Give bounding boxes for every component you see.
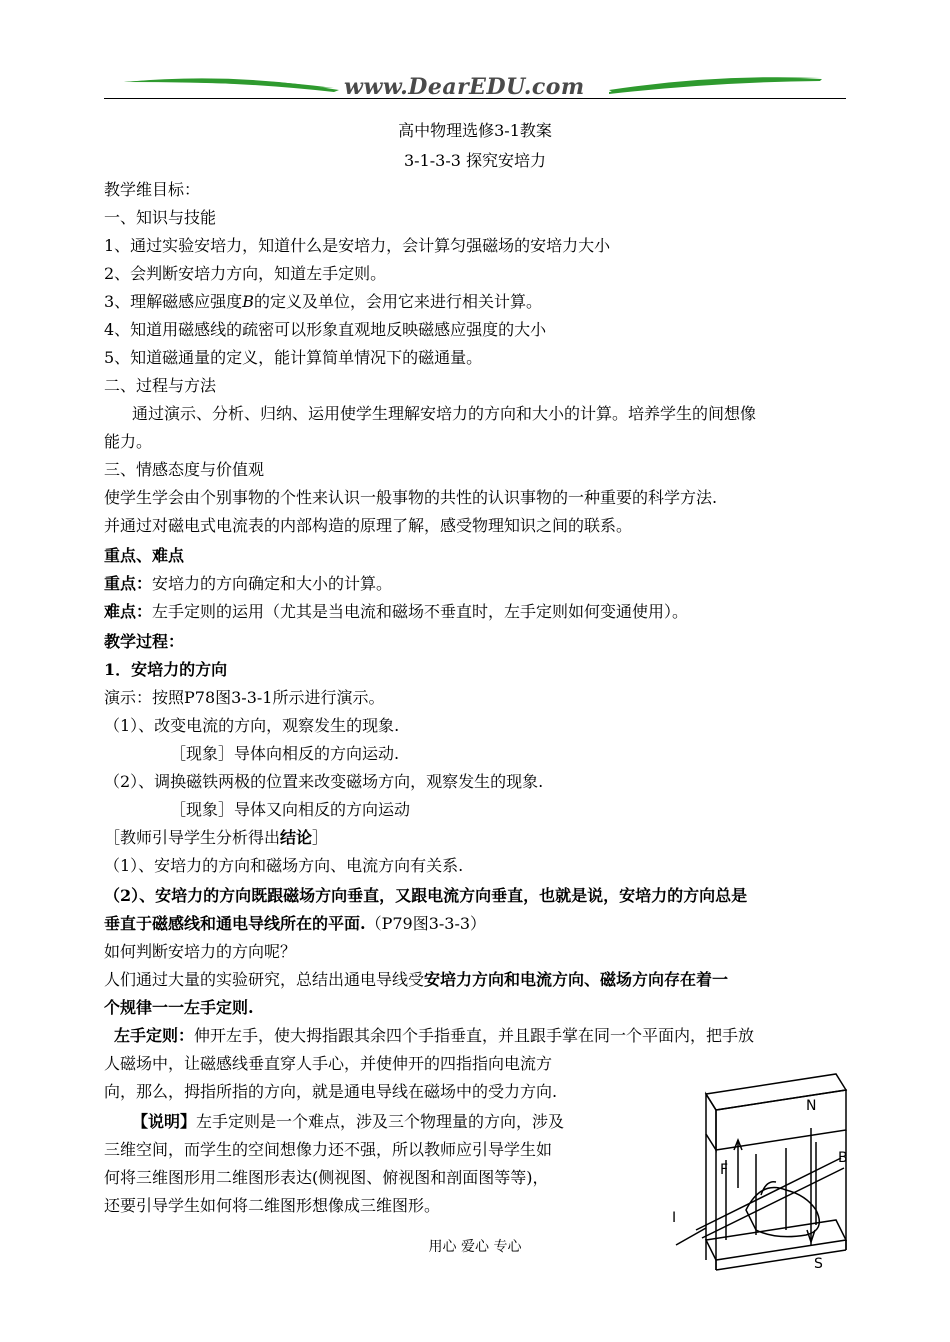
objective-3-part-a: 3、理解磁感应强度 (104, 292, 243, 311)
page-footer: 用心 爱心 专心 (428, 1239, 522, 1255)
label-current: I (672, 1210, 677, 1226)
demo-text: 演示：按照P78图3-3-1所示进行演示。 (104, 688, 385, 707)
objective-1: 1、通过实验安培力，知道什么是安培力，会计算匀强磁场的安培力大小 (104, 236, 611, 255)
note-cont-2: 何将三维图形用二维图形表达(侧视图、俯视图和剖面图等等)， (104, 1168, 549, 1187)
section-process: 二、过程与方法 (104, 376, 217, 395)
objective-5: 5、知道磁通量的定义，能计算简单情况下的磁通量。 (104, 348, 483, 367)
objective-3 (104, 292, 850, 312)
objective-4: 4、知道用磁感线的疏密可以形象直观地反映磁感应强度的大小 (104, 320, 547, 339)
rule-intro-cont: 个规律一一左手定则. (104, 998, 254, 1017)
note-text: 左手定则是一个难点，涉及三个物理量的方向，涉及 (196, 1112, 565, 1131)
question: 如何判断安培力的方向呢？ (104, 942, 297, 961)
rule-intro-a: 人们通过大量的实验研究，总结出通电导线受 (104, 970, 425, 989)
key-points-heading: 重点、难点 (104, 546, 185, 565)
left-hand-rule-label: 左手定则： (114, 1026, 195, 1045)
difficulty-label: 难点： (104, 602, 153, 621)
rule-intro (104, 970, 850, 990)
phenomenon-1: ［现象］导体向相反的方向运动. (170, 744, 400, 763)
attitude-text: 使学生学会由个别事物的个性来认识一般事物的共性的认识事物的一种重要的科学方法. (104, 488, 718, 507)
demo-step-2: （2）、调换磁铁两极的位置来改变磁场方向，观察发生的现象. (104, 772, 544, 791)
left-hand-rule-cont-2: 向，那么，拇指所指的方向，就是通电导线在磁场中的受力方向. (104, 1082, 558, 1101)
conclusion-1: （1）、安培力的方向和磁场方向、电流方向有关系. (104, 856, 464, 875)
section-attitude: 三、情感态度与价值观 (104, 460, 265, 479)
figure-reference: （P79图3-3-3） (365, 914, 487, 933)
label-field: B (838, 1150, 848, 1166)
label-south: S (814, 1256, 823, 1272)
subsection-direction: 1．安培力的方向 (104, 660, 228, 679)
objectives-heading: 教学维目标： (104, 180, 201, 199)
conclusion-intro-c: ］ (312, 828, 329, 847)
document-subtitle: 3-1-3-3 探究安培力 (403, 151, 547, 170)
note-label: 【说明】 (132, 1112, 197, 1131)
objective-2: 2、会判断安培力方向，知道左手定则。 (104, 264, 387, 283)
process-text-cont: 能力。 (104, 432, 153, 451)
symbol-b: B (242, 292, 254, 311)
conclusion-2-cont (104, 914, 850, 934)
attitude-text-cont: 并通过对磁电式电流表的内部构造的原理了解，感受物理知识之间的联系。 (104, 516, 633, 535)
key-point-label: 重点： (104, 574, 153, 593)
left-hand-rule (114, 1026, 860, 1046)
difficulty-text: 左手定则的运用（尤其是当电流和磁场不垂直时，左手定则如何变通使用）。 (152, 602, 689, 621)
teaching-process-heading: 教学过程： (104, 632, 185, 651)
objective-3-part-c: 的定义及单位，会用它来进行相关计算。 (253, 292, 542, 311)
key-point (104, 574, 850, 594)
left-hand-rule-figure (666, 1070, 866, 1290)
magnet-hand-diagram (666, 1070, 866, 1290)
left-hand-rule-text: 伸开左手，使大拇指跟其余四个手指垂直，并且跟手掌在同一个平面内，把手放 (194, 1026, 755, 1045)
document-title: 高中物理选修3-1教案 (398, 121, 552, 140)
site-logo-text: www.DearEDU.com (344, 74, 585, 100)
conclusion-2-bold: 垂直于磁感线和通电导线所在的平面. (104, 914, 366, 933)
demo-step-1: （1）、改变电流的方向，观察发生的现象. (104, 716, 400, 735)
conclusion-word: 结论 (280, 828, 313, 847)
conclusion-2: （2）、安培力的方向既跟磁场方向垂直，又跟电流方向垂直，也就是说，安培力的方向总是 (104, 886, 748, 905)
rule-intro-bold: 安培力方向和电流方向、磁场方向存在着一 (424, 970, 729, 989)
difficulty (104, 602, 850, 622)
note-cont-3: 还要引导学生如何将二维图形想像成三维图形。 (104, 1196, 441, 1215)
left-hand-rule-cont-1: 人磁场中，让磁感线垂直穿人手心，并使伸开的四指指向电流方 (104, 1054, 553, 1073)
phenomenon-2: ［现象］导体又向相反的方向运动 (170, 800, 411, 819)
process-text: 通过演示、分析、归纳、运用使学生理解安培力的方向和大小的计算。培养学生的间想像 (132, 404, 757, 423)
section-knowledge: 一、知识与技能 (104, 208, 217, 227)
conclusion-intro (104, 828, 850, 848)
note-cont-1: 三维空间，而学生的空间想像力还不强，所以教师应引导学生如 (104, 1140, 553, 1159)
key-point-text: 安培力的方向确定和大小的计算。 (152, 574, 393, 593)
label-north: N (806, 1098, 817, 1114)
header-divider (104, 98, 846, 99)
conclusion-intro-a: ［教师引导学生分析得出 (104, 828, 281, 847)
label-force: F (720, 1162, 729, 1178)
